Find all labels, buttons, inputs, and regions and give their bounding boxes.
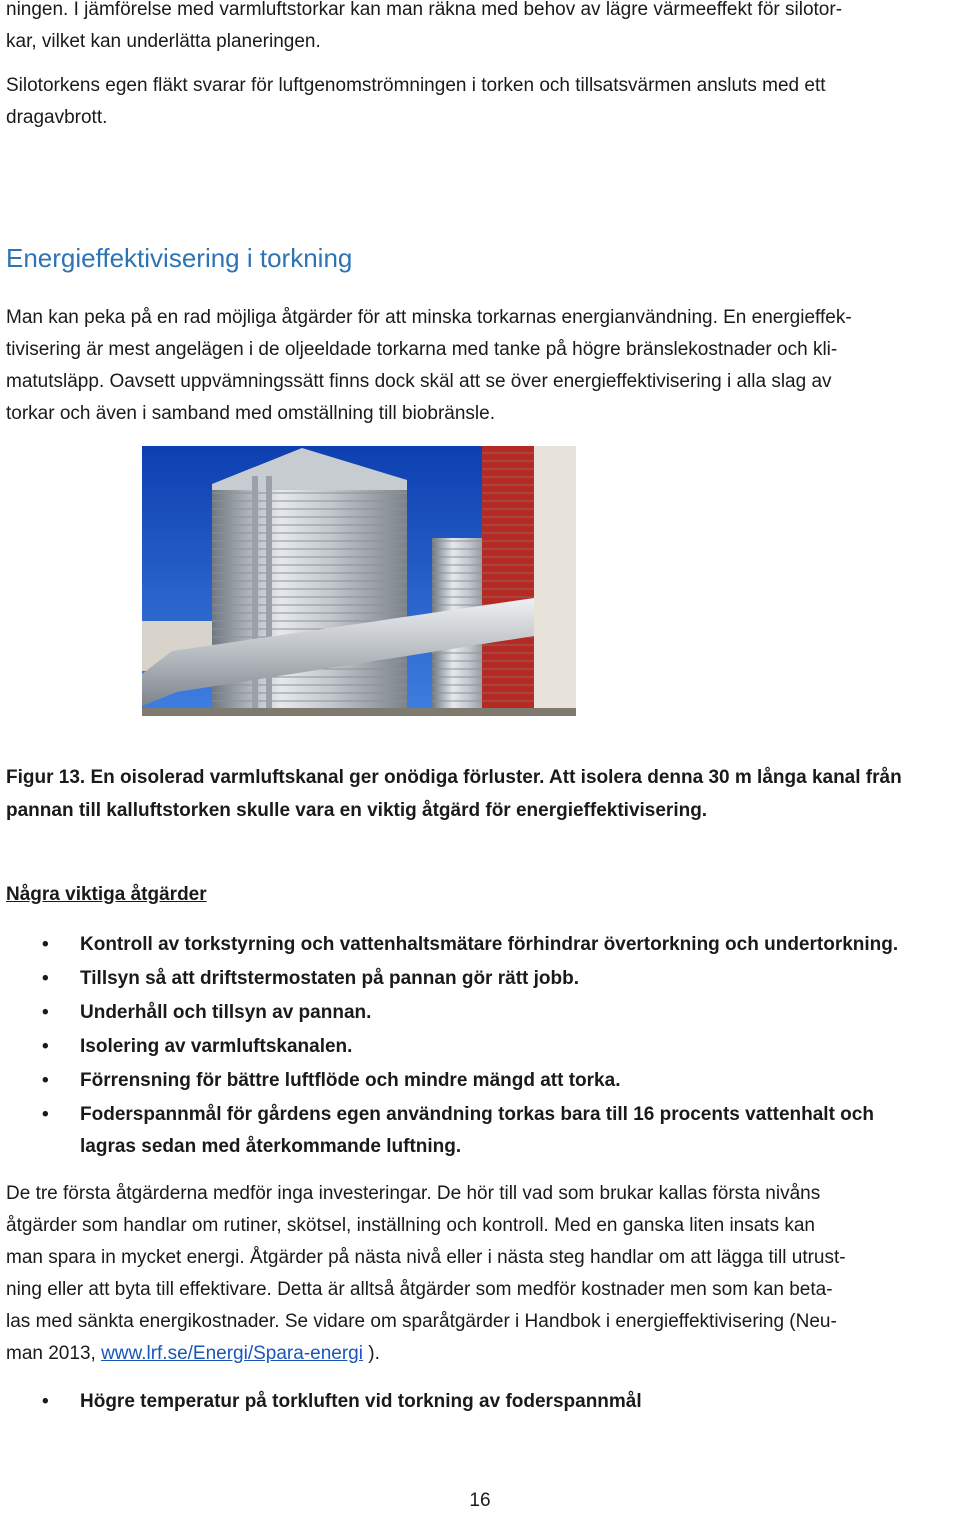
bullet-icon: • [42,1002,49,1023]
list-item [0,929,960,961]
final-bullet-list [0,1386,960,1418]
intro-paragraph-2 [6,70,954,134]
measures-heading: Några viktiga åtgärder [6,884,207,905]
bullet-icon: • [42,1070,49,1091]
text-line: tivisering är mest angelägen i de oljeeldade torkarna med tanke på högre bränslekostnader och kli- [6,339,838,360]
list-item [0,1065,960,1097]
text-line: torkar och även i samband med omställning till biobränsle. [6,403,495,424]
text-line: matutsläpp. Oavsett uppvämningssätt finns dock skäl att se över energieffektivisering i alla slag av [6,371,832,392]
text-fragment: man 2013, [6,1343,102,1364]
text-line: man spara in mycket energi. Åtgärder på nästa nivå eller i nästa steg handlar om att lägga till utrust- [6,1247,846,1268]
bullet-icon: • [42,968,49,989]
bullet-icon: • [42,1036,49,1057]
text-line: pannan till kalluftstorken skulle vara en viktig åtgärd för energieffektivisering. [6,800,708,821]
intro-paragraph-1 [6,0,954,58]
list-item [0,1031,960,1063]
text-line: dragavbrott. [6,107,108,128]
list-item-text: Högre temperatur på torkluften vid torkning av foderspannmål [80,1391,642,1412]
text-line: las med sänkta energikostnader. Se vidare om sparåtgärder i Handbok i energieffektivisering (Neu- [6,1311,837,1332]
list-item-text: Förrensning för bättre luftflöde och mindre mängd att torka. [80,1070,621,1091]
list-item [0,1386,960,1418]
page-number: 16 [469,1490,491,1511]
text-line: De tre första åtgärderna medför inga investeringar. De hör till vad som brukar kallas första nivåns [6,1183,821,1204]
list-item-text: Isolering av varmluftskanalen. [80,1036,353,1057]
list-item-text: Kontroll av torkstyrning och vattenhaltsmätare förhindrar övertorkning och undertorkning. [80,934,899,955]
bullet-icon: • [42,1391,49,1412]
text-line: kar, vilket kan underlätta planeringen. [6,31,321,52]
handbook-link[interactable]: www.lrf.se/Energi/Spara-energi [101,1343,363,1364]
closing-paragraph [6,1178,954,1370]
list-item-text: lagras sedan med återkommande luftning. [80,1136,462,1157]
list-item-text: Foderspannmål för gårdens egen användning torkas bara till 16 procents vattenhalt och [80,1104,874,1125]
bullet-icon: • [42,1104,49,1125]
figure-caption [6,761,956,827]
list-item [0,997,960,1029]
section-body [6,302,954,430]
list-item-text: Tillsyn så att driftstermostaten på pannan gör rätt jobb. [80,968,580,989]
text-line: ningen. I jämförelse med varmluftstorkar kan man räkna med behov av lägre värmeeffekt för silotor- [6,0,843,20]
list-item-text: Underhåll och tillsyn av pannan. [80,1002,372,1023]
text-line [6,1338,954,1370]
list-item [0,963,960,995]
measures-list [0,929,960,1163]
text-fragment: ). [362,1343,380,1364]
text-line: Man kan peka på en rad möjliga åtgärder för att minska torkarnas energianvändning. En energieffek- [6,307,852,328]
text-line: åtgärder som handlar om rutiner, skötsel, inställning och kontroll. Med en ganska liten insats kan [6,1215,815,1236]
text-line: ning eller att byta till effektivare. Detta är alltså åtgärder som medför kostnader men som kan beta- [6,1279,833,1300]
text-line: Figur 13. En oisolerad varmluftskanal ger onödiga förluster. Att isolera denna 30 m långa kanal från [6,767,902,788]
silo-photo [142,446,576,716]
section-heading: Energieffektivisering i torkning [6,243,353,273]
text-line: Silotorkens egen fläkt svarar för luftgenomströmningen i torken och tillsatsvärmen ansluts med ett [6,75,826,96]
bullet-icon: • [42,934,49,955]
list-item [0,1099,960,1163]
